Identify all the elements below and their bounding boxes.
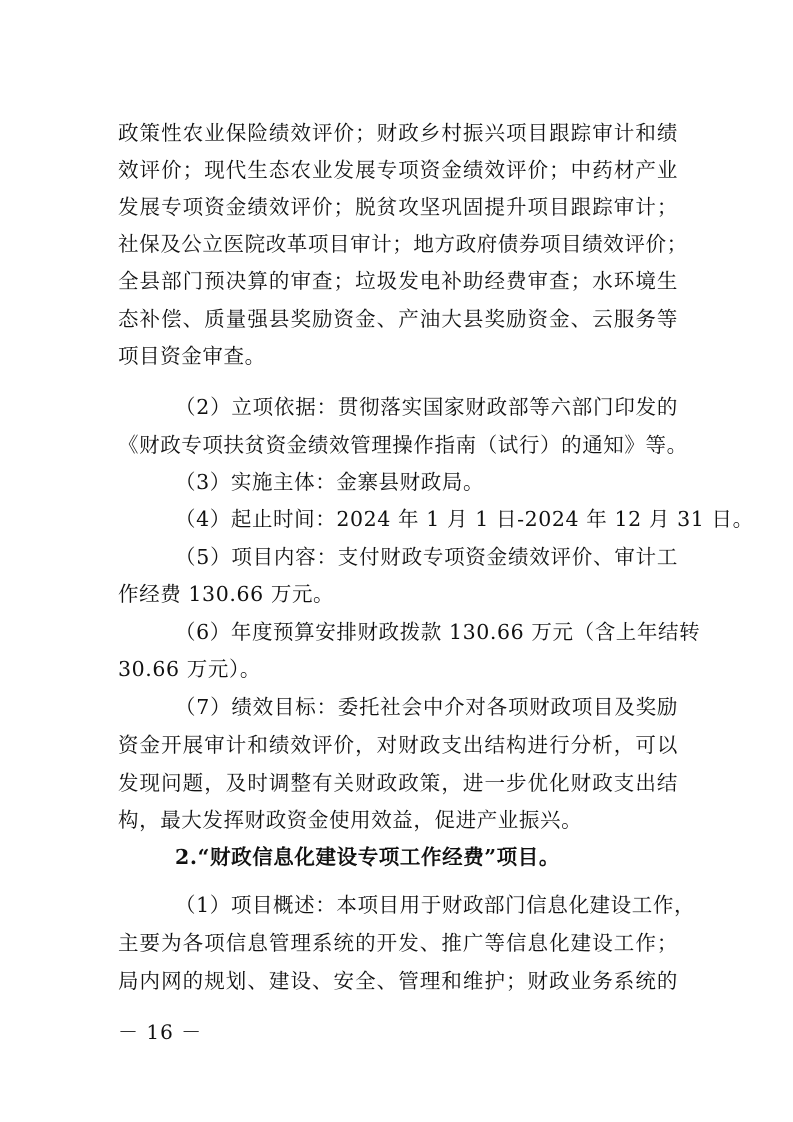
- text-line: 发现问题，及时调整有关财政政策，进一步优化财政支出结: [118, 771, 678, 795]
- text-line: 构，最大发挥财政资金使用效益，促进产业振兴。: [118, 808, 583, 832]
- text-line: 主要为各项信息管理系统的开发、推广等信息化建设工作；: [118, 931, 678, 955]
- text-line: 政策性农业保险绩效评价；财政乡村振兴项目跟踪审计和绩: [118, 121, 678, 145]
- text-line: （5）项目内容：支付财政专项资金绩效评价、审计工: [175, 545, 678, 569]
- text-line: 30.66 万元）。: [118, 657, 261, 681]
- text-line: 社保及公立医院改革项目审计；地方政府债券项目绩效评价；: [118, 232, 688, 256]
- text-line: （1）项目概述：本项目用于财政部门信息化建设工作，: [175, 893, 696, 917]
- text-line: 项目资金审查。: [118, 344, 266, 368]
- text-line: （2）立项依据：贯彻落实国家财政部等六部门印发的: [175, 395, 678, 419]
- text-line: （3）实施主体：金寨县财政局。: [175, 470, 485, 494]
- text-line: （6）年度预算安排财政拨款 130.66 万元（含上年结转: [175, 620, 701, 644]
- text-line: 全县部门预决算的审查；垃圾发电补助经费审查；水环境生: [118, 269, 678, 293]
- text-line: （4）起止时间：2024 年 1 月 1 日-2024 年 12 月 31 日。: [175, 507, 754, 531]
- section-heading: 2.“财政信息化建设专项工作经费”项目。: [175, 845, 560, 869]
- text-line: 态补偿、质量强县奖励资金、产油大县奖励资金、云服务等: [118, 307, 678, 331]
- text-line: 局内网的规划、建设、安全、管理和维护；财政业务系统的: [118, 969, 678, 993]
- text-line: 资金开展审计和绩效评价，对财政支出结构进行分析，可以: [118, 733, 678, 757]
- page-number: － 16 －: [118, 1020, 203, 1044]
- text-line: 发展专项资金绩效评价；脱贫攻坚巩固提升项目跟踪审计；: [118, 195, 678, 219]
- text-line: 效评价；现代生态农业发展专项资金绩效评价；中药材产业: [118, 158, 678, 182]
- text-line: 作经费 130.66 万元。: [118, 582, 335, 606]
- text-line: （7）绩效目标：委托社会中介对各项财政项目及奖励: [175, 695, 678, 719]
- text-line: 《财政专项扶贫资金绩效管理操作指南（试行）的通知》等。: [118, 433, 688, 457]
